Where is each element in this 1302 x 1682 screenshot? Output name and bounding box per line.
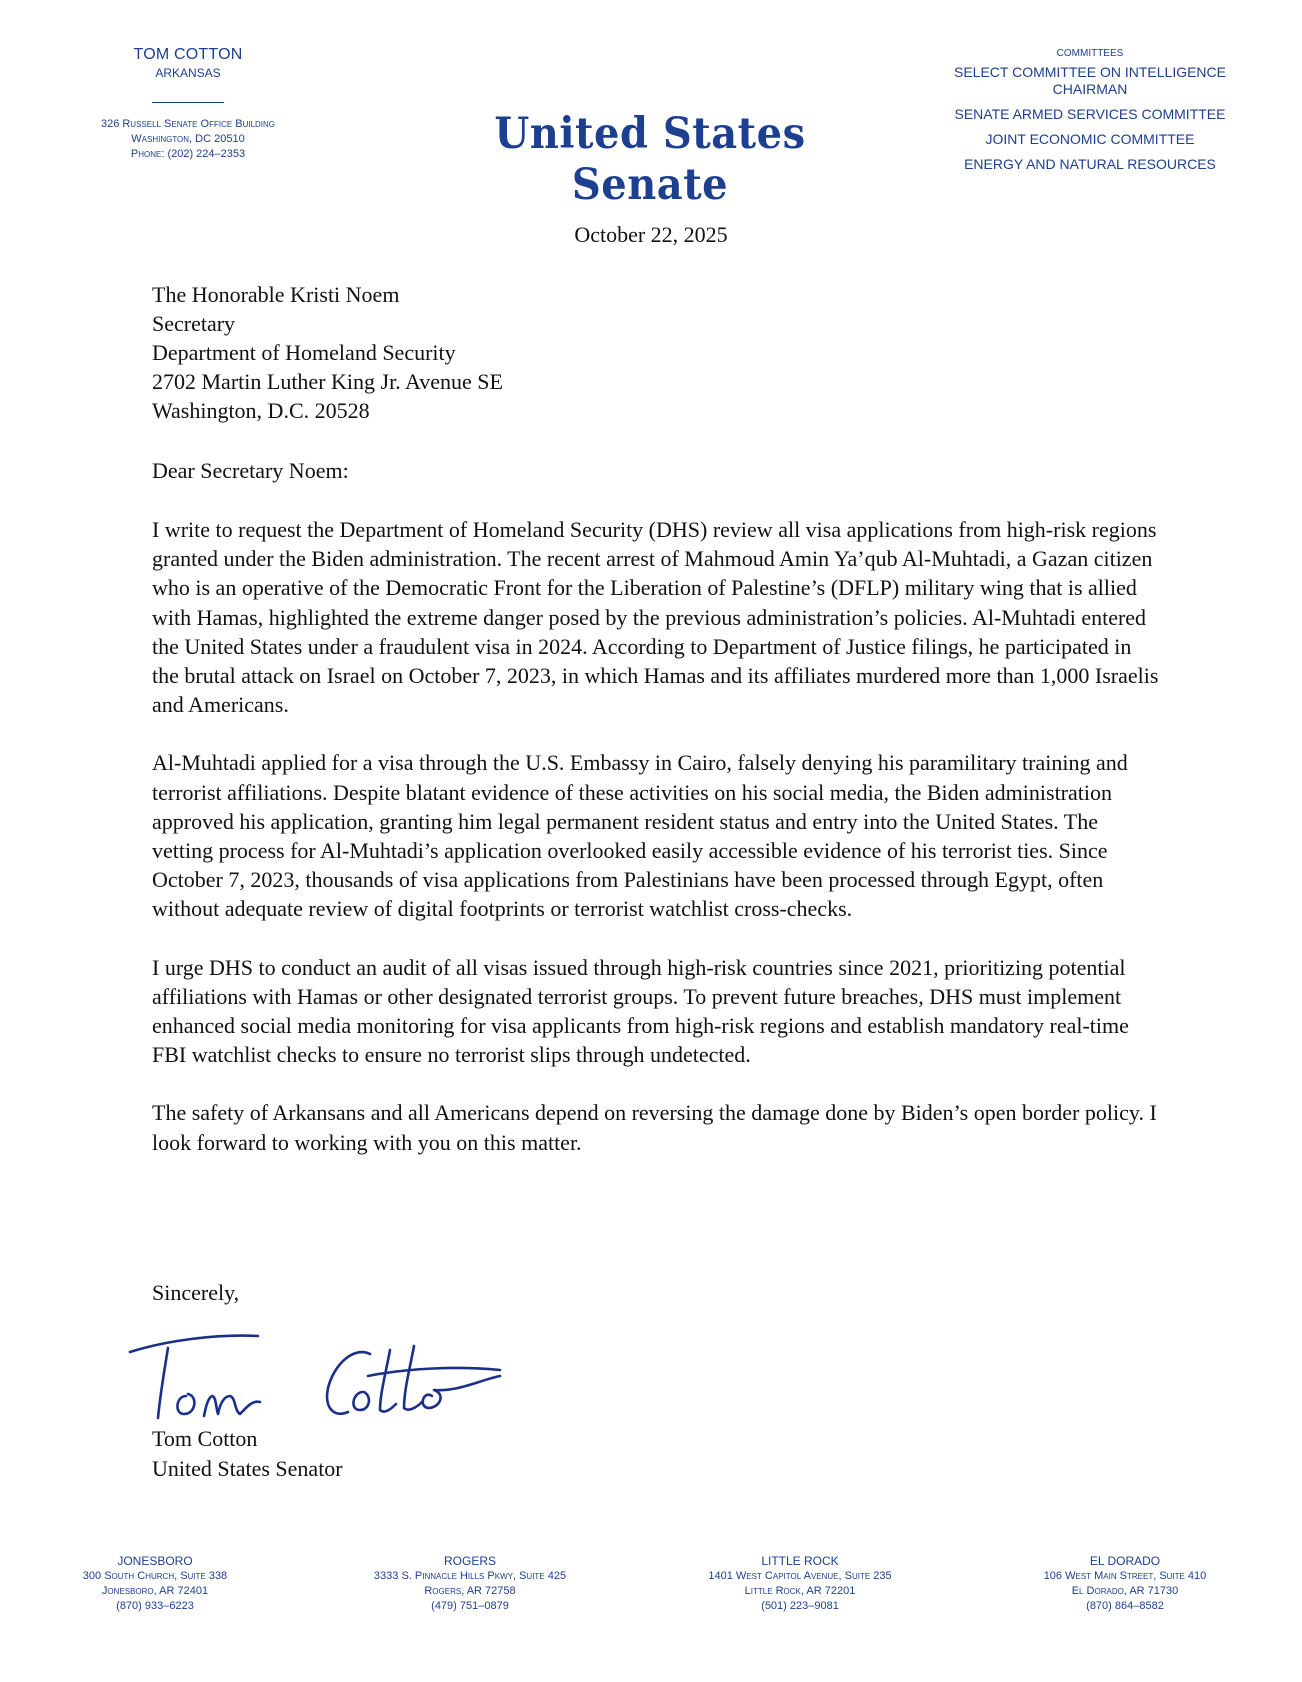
committee-item: SENATE ARMED SERVICES COMMITTEE [954, 106, 1226, 122]
closing: Sincerely, [152, 1280, 240, 1305]
committee-item: JOINT ECONOMIC COMMITTEE [985, 131, 1195, 147]
office-phone: (479) 751–0879 [431, 1600, 509, 1612]
office-city: LITTLE ROCK [761, 1554, 839, 1568]
office-street: 106 West Main Street, Suite 410 [1043, 1570, 1207, 1582]
office-city: JONESBORO [117, 1554, 193, 1568]
office-el-dorado [1020, 1554, 1230, 1614]
recipient-line: Secretary [152, 311, 236, 336]
recipient-line: Department of Homeland Security [152, 340, 456, 365]
committees-heading: COMMITTEES [1056, 48, 1124, 59]
office-phone: (501) 223–9081 [761, 1600, 839, 1612]
dc-office-line2: Washington, DC 20510 [131, 133, 245, 145]
recipient-line: The Honorable Kristi Noem [152, 282, 400, 307]
committee-role: CHAIRMAN [1052, 81, 1128, 97]
senate-title: United States Senate [494, 108, 806, 210]
senator-name: TOM COTTON [133, 46, 243, 63]
handwritten-signature [128, 1310, 528, 1430]
dc-office-line1: 326 Russell Senate Office Building [100, 118, 276, 130]
office-jonesboro [60, 1554, 250, 1614]
salutation: Dear Secretary Noem: [152, 458, 349, 483]
office-phone: (870) 864–8582 [1086, 1600, 1164, 1612]
office-phone: (870) 933–6223 [116, 1600, 194, 1612]
office-city: ROGERS [443, 1554, 496, 1568]
office-street: 300 South Church, Suite 338 [82, 1570, 228, 1582]
committee-item: SELECT COMMITTEE ON INTELLIGENCE [953, 64, 1226, 80]
body-paragraph: I write to request the Department of Homeland Security (DHS) review all visa applications from high-risk regions granted under the Biden administration. The recent arrest of Mahmoud Amin Ya’qub Al-Muhtadi, a Gazan citizen who is an operative of the Democratic Front for the Liberation of Palestine’s (DFLP) military wing that is allied with Hamas, highlighted the extreme danger posed by the previous administration’s policies. Al-Muhtadi entered the United States under a fraudulent visa in 2024. According to Department of Justice filings, he participated in the brutal attack on Israel on October 7, 2023, in which Hamas and its affiliates murdered more than 1,000 Israelis and Americans. [152, 517, 1159, 718]
body-paragraph: I urge DHS to conduct an audit of all visas issued through high-risk countries since 2021, prioritizing potential affiliations with Hamas or other designated terrorist groups. To prevent future breaches, DHS must implement enhanced social media monitoring for visa applicants from high-risk regions and establish mandatory real-time FBI watchlist checks to ensure no terrorist slips through undetected. [152, 954, 1129, 1068]
office-street: 3333 S. Pinnacle Hills Pkwy, Suite 425 [373, 1570, 567, 1582]
office-city: EL DORADO [1089, 1554, 1161, 1568]
recipient-line: 2702 Martin Luther King Jr. Avenue SE [152, 369, 503, 394]
office-street: 1401 West Capitol Avenue, Suite 235 [708, 1570, 892, 1582]
signer-title: United States Senator [152, 1456, 343, 1481]
letterhead-divider [152, 102, 224, 103]
signature-block [152, 1424, 343, 1484]
office-city-zip: Rogers, AR 72758 [424, 1585, 516, 1597]
office-city-zip: Jonesboro, AR 72401 [101, 1585, 209, 1597]
letterhead-title-block [440, 108, 860, 210]
office-little-rock [680, 1554, 920, 1614]
office-city-zip: El Dorado, AR 71730 [1071, 1585, 1179, 1597]
committees-block [920, 48, 1260, 173]
recipient-line: Washington, D.C. 20528 [152, 398, 370, 423]
letter-date: October 22, 2025 [574, 222, 728, 247]
office-city-zip: Little Rock, AR 72201 [744, 1585, 856, 1597]
committee-item: ENERGY AND NATURAL RESOURCES [964, 156, 1216, 172]
office-rogers [340, 1554, 600, 1614]
letterhead-senator-block [60, 46, 316, 162]
dc-office-phone: Phone: (202) 224–2353 [130, 148, 246, 160]
letter-body [152, 515, 1162, 1186]
dc-office-address [60, 117, 316, 162]
body-paragraph: The safety of Arkansans and all Americans depend on reversing the damage done by Biden’s open border policy. I look forward to working with you on this matter. [152, 1100, 1157, 1155]
recipient-address [152, 280, 503, 425]
signer-name: Tom Cotton [152, 1426, 258, 1451]
senator-state: ARKANSAS [155, 66, 221, 80]
body-paragraph: Al-Muhtadi applied for a visa through the U.S. Embassy in Cairo, falsely denying his paramilitary training and terrorist affiliations. Despite blatant evidence of these activities on his social media, the Biden administration approved his application, granting him legal permanent resident status and entry into the United States. The vetting process for Al-Muhtadi’s application overlooked easily accessible evidence of his terrorist ties. Since October 7, 2023, thousands of visa applications from Palestinians have been processed through Egypt, often without adequate review of digital footprints or terrorist watchlist cross-checks. [152, 750, 1128, 922]
